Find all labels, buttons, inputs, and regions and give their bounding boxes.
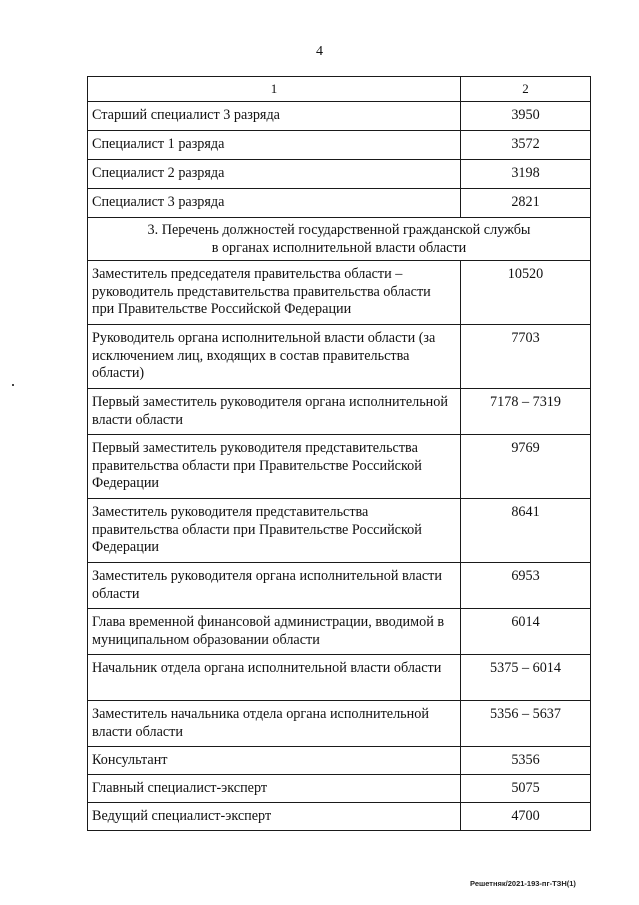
position-name: Главный специалист-эксперт bbox=[88, 775, 461, 803]
table-row bbox=[88, 775, 591, 803]
section-title bbox=[88, 218, 591, 261]
position-name: Консультант bbox=[88, 747, 461, 775]
table-row bbox=[88, 499, 591, 563]
table-row bbox=[88, 655, 591, 701]
table-row bbox=[88, 435, 591, 499]
header-col-2: 2 bbox=[461, 77, 591, 102]
table-row bbox=[88, 261, 591, 325]
position-name: Начальник отдела органа исполнительной власти области bbox=[88, 655, 461, 701]
position-name: Заместитель руководителя органа исполнительной власти области bbox=[88, 563, 461, 609]
table-row bbox=[88, 325, 591, 389]
salary-value: 3950 bbox=[461, 102, 591, 131]
table-row bbox=[88, 189, 591, 218]
table-row bbox=[88, 803, 591, 831]
position-name: Старший специалист 3 разряда bbox=[88, 102, 461, 131]
salary-value: 10520 bbox=[461, 261, 591, 325]
table-header-row bbox=[88, 77, 591, 102]
position-name: Руководитель органа исполнительной власти области (за исключением лиц, входящих в состав правительства области) bbox=[88, 325, 461, 389]
position-name: Заместитель начальника отдела органа исполнительной власти области bbox=[88, 701, 461, 747]
scan-artifact-dot bbox=[12, 384, 14, 386]
salary-value: 2821 bbox=[461, 189, 591, 218]
salary-value: 9769 bbox=[461, 435, 591, 499]
document-footer-code: Решетняк/2021-193-пг-ТЗН(1) bbox=[470, 879, 576, 888]
table-row bbox=[88, 102, 591, 131]
header-col-1: 1 bbox=[88, 77, 461, 102]
position-name: Ведущий специалист-эксперт bbox=[88, 803, 461, 831]
table-row bbox=[88, 131, 591, 160]
table-row bbox=[88, 609, 591, 655]
salary-value: 3198 bbox=[461, 160, 591, 189]
position-name: Специалист 1 разряда bbox=[88, 131, 461, 160]
table-row bbox=[88, 389, 591, 435]
salary-value: 7178 – 7319 bbox=[461, 389, 591, 435]
position-name: Заместитель председателя правительства области – руководитель представительства правительства области при Правительстве Российской Федерации bbox=[88, 261, 461, 325]
salary-value: 5375 – 6014 bbox=[461, 655, 591, 701]
salary-value: 3572 bbox=[461, 131, 591, 160]
salary-value: 6953 bbox=[461, 563, 591, 609]
section-header-row bbox=[88, 218, 591, 261]
position-name: Специалист 3 разряда bbox=[88, 189, 461, 218]
salary-value: 4700 bbox=[461, 803, 591, 831]
salary-value: 5075 bbox=[461, 775, 591, 803]
table-row bbox=[88, 747, 591, 775]
position-name: Специалист 2 разряда bbox=[88, 160, 461, 189]
position-name: Первый заместитель руководителя представительства правительства области при Правительстве Российской Федерации bbox=[88, 435, 461, 499]
salary-table bbox=[87, 76, 591, 831]
salary-value: 5356 bbox=[461, 747, 591, 775]
salary-value: 8641 bbox=[461, 499, 591, 563]
page-number: 4 bbox=[316, 44, 323, 59]
section-title-line-1: 3. Перечень должностей государственной гражданской службы bbox=[147, 222, 531, 238]
table-row bbox=[88, 701, 591, 747]
salary-value: 6014 bbox=[461, 609, 591, 655]
section-title-line-2: в органах исполнительной власти области bbox=[211, 239, 467, 256]
salary-value: 7703 bbox=[461, 325, 591, 389]
position-name: Заместитель руководителя представительства правительства области при Правительстве Российской Федерации bbox=[88, 499, 461, 563]
position-name: Глава временной финансовой администрации, вводимой в муниципальном образовании области bbox=[88, 609, 461, 655]
position-name: Первый заместитель руководителя органа исполнительной власти области bbox=[88, 389, 461, 435]
table-row bbox=[88, 160, 591, 189]
table-row bbox=[88, 563, 591, 609]
salary-value: 5356 – 5637 bbox=[461, 701, 591, 747]
